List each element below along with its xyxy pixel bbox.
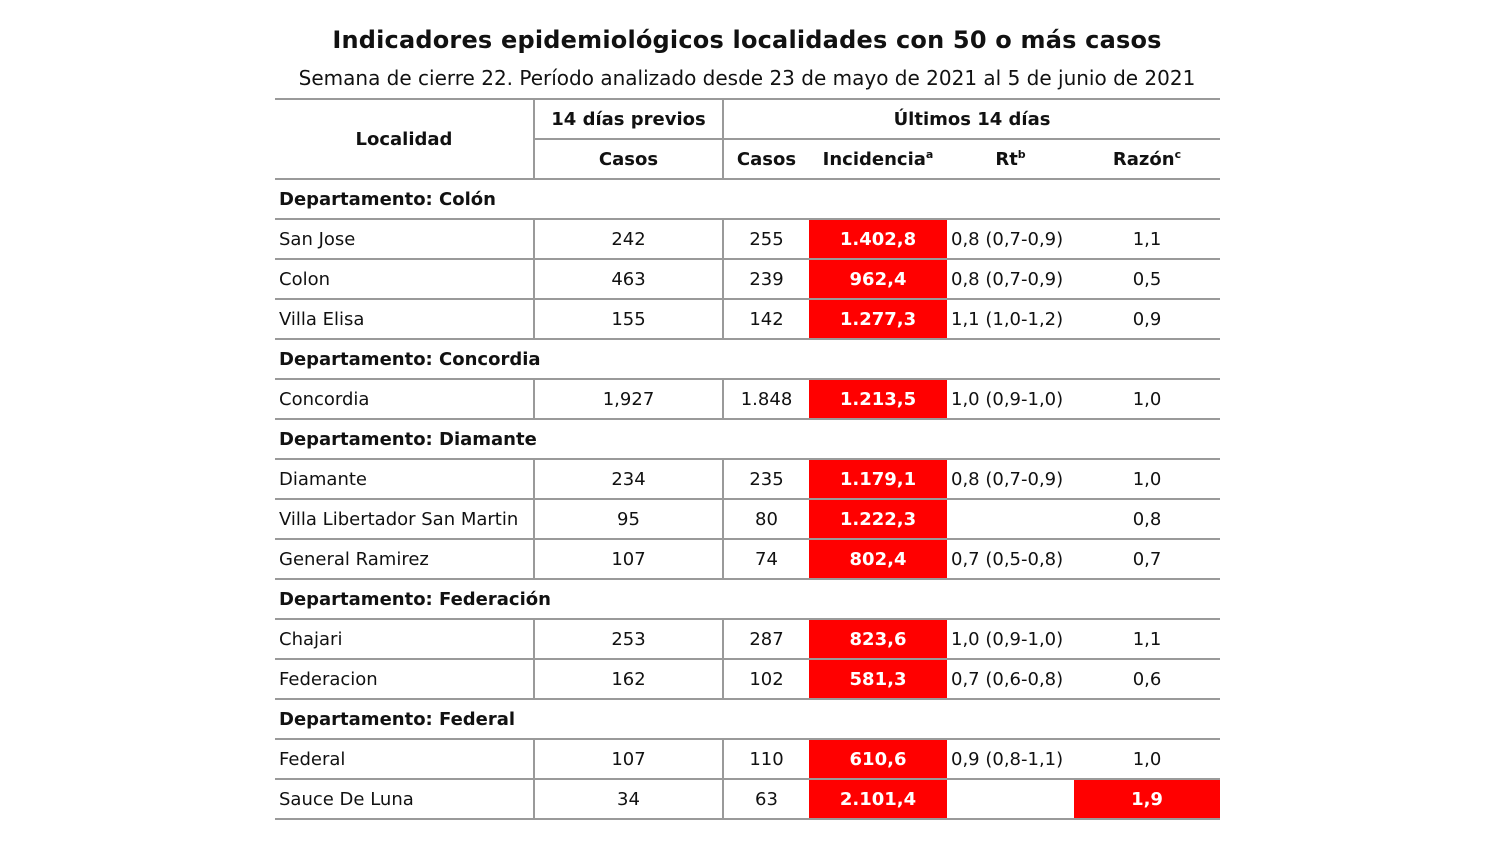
localidad-cell: Chajari	[275, 619, 534, 659]
rt-cell	[947, 779, 1074, 819]
localidad-cell: Sauce De Luna	[275, 779, 534, 819]
incidencia-cell: 823,6	[809, 619, 947, 659]
rt-cell	[947, 499, 1074, 539]
razon-cell: 0,7	[1074, 539, 1220, 579]
table-row	[275, 739, 1220, 779]
localidad-cell: Villa Libertador San Martin	[275, 499, 534, 539]
localidad-cell: Federacion	[275, 659, 534, 699]
table-row	[275, 259, 1220, 299]
casos-previos-cell: 234	[534, 459, 723, 499]
incidencia-cell: 610,6	[809, 739, 947, 779]
casos-previos-cell: 34	[534, 779, 723, 819]
table-row	[275, 659, 1220, 699]
department-row	[275, 699, 1220, 739]
table-row	[275, 459, 1220, 499]
header-ultimos: Últimos 14 días	[723, 99, 1220, 139]
incidencia-cell: 581,3	[809, 659, 947, 699]
localidad-cell: Villa Elisa	[275, 299, 534, 339]
department-label: Departamento: Concordia	[275, 339, 1220, 379]
incidencia-cell: 1.277,3	[809, 299, 947, 339]
razon-cell: 0,5	[1074, 259, 1220, 299]
razon-cell: 1,0	[1074, 739, 1220, 779]
header-previos: 14 días previos	[534, 99, 723, 139]
table-row	[275, 779, 1220, 819]
table-row	[275, 499, 1220, 539]
incidencia-cell: 802,4	[809, 539, 947, 579]
rt-cell: 0,8 (0,7-0,9)	[947, 459, 1074, 499]
casos-previos-cell: 242	[534, 219, 723, 259]
department-label: Departamento: Diamante	[275, 419, 1220, 459]
table-row	[275, 299, 1220, 339]
incidencia-cell: 1.213,5	[809, 379, 947, 419]
casos-previos-cell: 253	[534, 619, 723, 659]
department-row	[275, 179, 1220, 219]
department-label: Departamento: Federal	[275, 699, 1220, 739]
header-casos: Casos	[723, 139, 809, 179]
incidencia-cell: 1.222,3	[809, 499, 947, 539]
casos-cell: 255	[723, 219, 809, 259]
razon-cell: 0,9	[1074, 299, 1220, 339]
table-row	[275, 539, 1220, 579]
razon-cell: 0,6	[1074, 659, 1220, 699]
rt-cell: 0,8 (0,7-0,9)	[947, 259, 1074, 299]
incidencia-cell: 1.179,1	[809, 459, 947, 499]
indicators-table	[275, 98, 1220, 820]
casos-cell: 102	[723, 659, 809, 699]
casos-previos-cell: 463	[534, 259, 723, 299]
rt-cell: 0,9 (0,8-1,1)	[947, 739, 1074, 779]
incidencia-cell: 1.402,8	[809, 219, 947, 259]
localidad-cell: Diamante	[275, 459, 534, 499]
casos-previos-cell: 1,927	[534, 379, 723, 419]
department-row	[275, 339, 1220, 379]
department-label: Departamento: Colón	[275, 179, 1220, 219]
rt-cell: 1,0 (0,9-1,0)	[947, 379, 1074, 419]
header-razon: Razón$^c$	[1074, 139, 1220, 179]
casos-previos-cell: 95	[534, 499, 723, 539]
table-row	[275, 619, 1220, 659]
casos-cell: 287	[723, 619, 809, 659]
casos-previos-cell: 155	[534, 299, 723, 339]
rt-cell: 1,1 (1,0-1,2)	[947, 299, 1074, 339]
localidad-cell: General Ramirez	[275, 539, 534, 579]
razon-cell: 1,0	[1074, 459, 1220, 499]
casos-cell: 142	[723, 299, 809, 339]
casos-cell: 63	[723, 779, 809, 819]
header-casos-prev: Casos	[534, 139, 723, 179]
localidad-cell: Colon	[275, 259, 534, 299]
razon-cell: 0,8	[1074, 499, 1220, 539]
casos-cell: 235	[723, 459, 809, 499]
localidad-cell: Concordia	[275, 379, 534, 419]
header-localidad: Localidad	[275, 99, 534, 179]
razon-cell: 1,1	[1074, 619, 1220, 659]
department-row	[275, 419, 1220, 459]
casos-previos-cell: 107	[534, 739, 723, 779]
table-title: Indicadores epidemiológicos localidades con 50 o más casos	[332, 26, 1162, 54]
casos-cell: 239	[723, 259, 809, 299]
table-body	[275, 179, 1220, 819]
casos-cell: 74	[723, 539, 809, 579]
rt-cell: 0,7 (0,6-0,8)	[947, 659, 1074, 699]
razon-cell: 1,0	[1074, 379, 1220, 419]
department-label: Departamento: Federación	[275, 579, 1220, 619]
department-row	[275, 579, 1220, 619]
rt-cell: 0,7 (0,5-0,8)	[947, 539, 1074, 579]
casos-previos-cell: 107	[534, 539, 723, 579]
razon-cell: 1,9	[1074, 779, 1220, 819]
casos-cell: 1.848	[723, 379, 809, 419]
localidad-cell: Federal	[275, 739, 534, 779]
casos-previos-cell: 162	[534, 659, 723, 699]
rt-cell: 0,8 (0,7-0,9)	[947, 219, 1074, 259]
incidencia-cell: 962,4	[809, 259, 947, 299]
header-incidencia: Incidencia$^a$	[809, 139, 947, 179]
rt-cell: 1,0 (0,9-1,0)	[947, 619, 1074, 659]
incidencia-cell: 2.101,4	[809, 779, 947, 819]
table-subtitle: Semana de cierre 22. Período analizado desde 23 de mayo de 2021 al 5 de junio de 2021	[298, 66, 1196, 90]
localidad-cell: San Jose	[275, 219, 534, 259]
razon-cell: 1,1	[1074, 219, 1220, 259]
casos-cell: 110	[723, 739, 809, 779]
table-row	[275, 379, 1220, 419]
table-row	[275, 219, 1220, 259]
casos-cell: 80	[723, 499, 809, 539]
header-rt: Rt$^b$	[947, 139, 1074, 179]
